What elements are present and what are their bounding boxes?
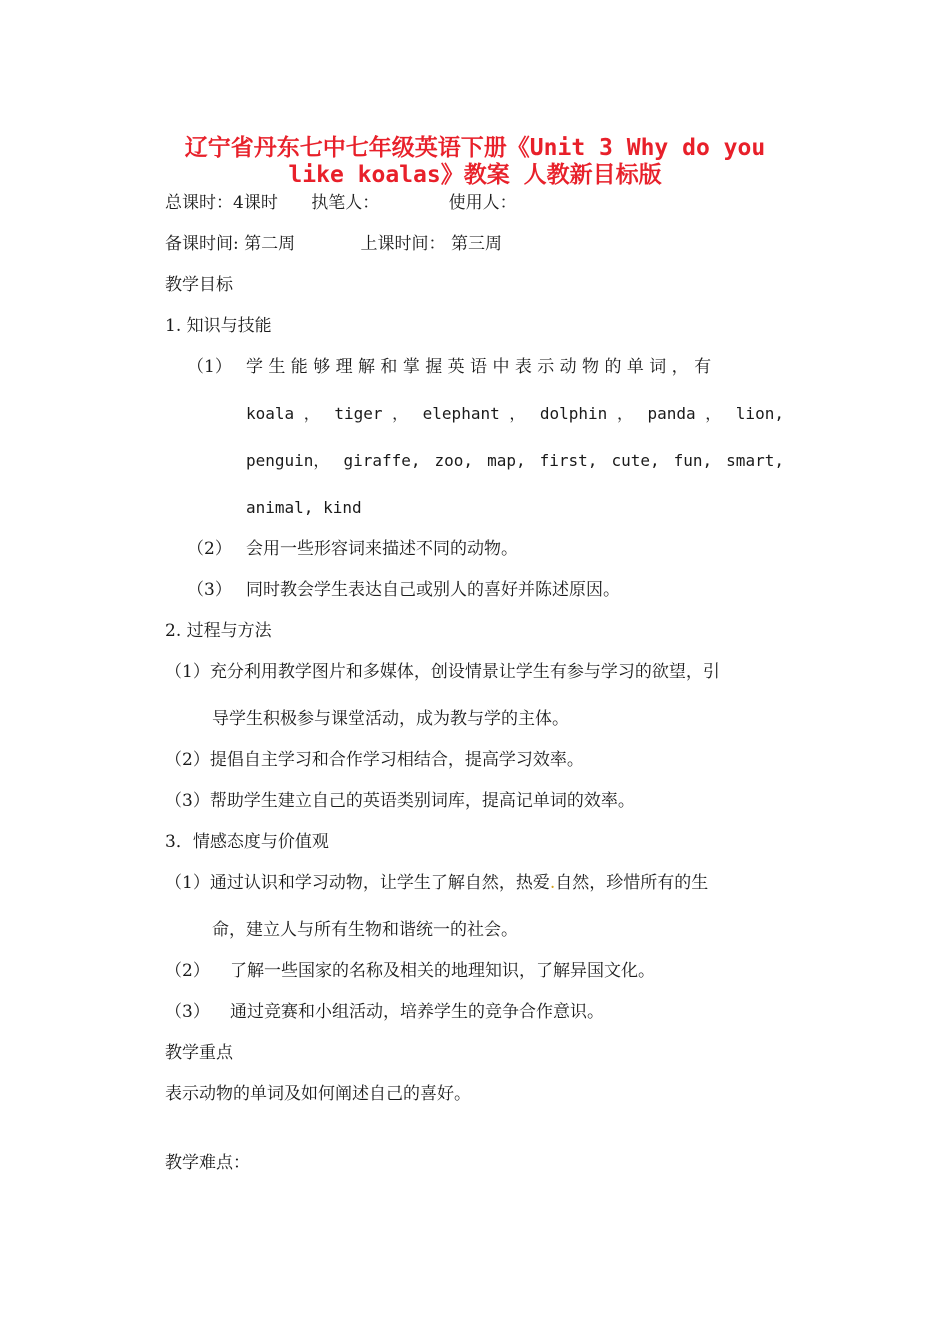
vocab-word: smart,: [726, 451, 784, 470]
author-label: 执笔人：: [311, 193, 380, 213]
vocab-word: first,: [539, 451, 598, 470]
vocab-word: lion,: [735, 404, 784, 423]
meta-row-2: [165, 233, 502, 255]
s2-item1-line1: （1）充分利用教学图片和多媒体，创设情景让学生有参与学习的欲望，引: [165, 662, 720, 682]
highlight-dot: .: [549, 873, 556, 893]
s2-item1-line2: 导学生积极参与课堂活动，成为教与学的主体。: [212, 709, 569, 729]
s1-item2-number: （2）: [187, 539, 232, 559]
user-label: 使用人：: [448, 193, 517, 213]
vocab-word: koala ，: [246, 404, 320, 423]
total-hours: 总课时：4课时: [165, 193, 278, 213]
s1-item1-number: （1）: [187, 357, 232, 377]
vocab-word: zoo,: [434, 451, 474, 470]
objectives-heading: 教学目标: [165, 275, 233, 295]
key-points-text: 表示动物的单词及如何阐述自己的喜好。: [165, 1084, 471, 1104]
s1-item1-text: 学 生 能 够 理 解 和 掌 握 英 语 中 表 示 动 物 的 单 词 ， 有: [246, 357, 712, 377]
s3-item1-line1-part-b: 自然，珍惜所有的生: [555, 873, 709, 893]
s1-item2-text: 会用一些形容词来描述不同的动物。: [246, 539, 518, 559]
class-time: 上课时间： 第三周: [360, 234, 502, 254]
vocab-word: giraffe,: [343, 451, 421, 470]
vocabulary-row-2: [246, 450, 784, 472]
s3-item1-line1: [165, 872, 708, 894]
difficult-points-heading: 教学难点：: [165, 1153, 250, 1173]
vocab-word: animal, kind: [246, 498, 362, 517]
s3-item1-line2: 命，建立人与所有生物和谐统一的社会。: [212, 920, 518, 940]
vocabulary-list: [246, 403, 784, 519]
vocab-word: penguin，: [246, 451, 330, 470]
document-title-line1: 辽宁省丹东七中七年级英语下册《Unit 3 Why do you: [184, 135, 766, 161]
vocab-word: elephant ，: [422, 404, 526, 423]
section2-title: 2. 过程与方法: [165, 621, 272, 641]
vocabulary-row-1: [246, 403, 784, 425]
vocab-word: map,: [487, 451, 526, 470]
prep-time: 备课时间: 第二周: [165, 234, 296, 254]
s3-item2-number: （2）: [165, 961, 210, 981]
s1-item3-number: （3）: [187, 580, 232, 600]
s1-item3-text: 同时教会学生表达自己或别人的喜好并陈述原因。: [246, 580, 620, 600]
section1-title: 1. 知识与技能: [165, 316, 272, 336]
s3-item3-number: （3）: [165, 1002, 210, 1022]
vocab-word: dolphin ，: [539, 404, 633, 423]
vocab-word: cute,: [611, 451, 660, 470]
s3-item3-text: 通过竞赛和小组活动，培养学生的竞争合作意识。: [230, 1002, 604, 1022]
section3-title: 3．情感态度与价值观: [165, 832, 329, 852]
vocab-word: fun,: [673, 451, 713, 470]
document-title-line2: like koalas》教案 人教新目标版: [288, 162, 662, 188]
meta-row-1: [165, 192, 517, 214]
s3-item2-text: 了解一些国家的名称及相关的地理知识，了解异国文化。: [230, 961, 655, 981]
s2-item3: （3）帮助学生建立自己的英语类别词库，提高记单词的效率。: [165, 791, 635, 811]
s2-item2: （2）提倡自主学习和合作学习相结合，提高学习效率。: [165, 750, 584, 770]
vocabulary-row-3: [246, 497, 784, 519]
key-points-heading: 教学重点: [165, 1043, 233, 1063]
vocab-word: tiger ，: [334, 404, 409, 423]
vocab-word: panda ，: [647, 404, 722, 423]
s3-item1-line1-part-a: （1）通过认识和学习动物，让学生了解自然，热爱: [165, 873, 550, 893]
